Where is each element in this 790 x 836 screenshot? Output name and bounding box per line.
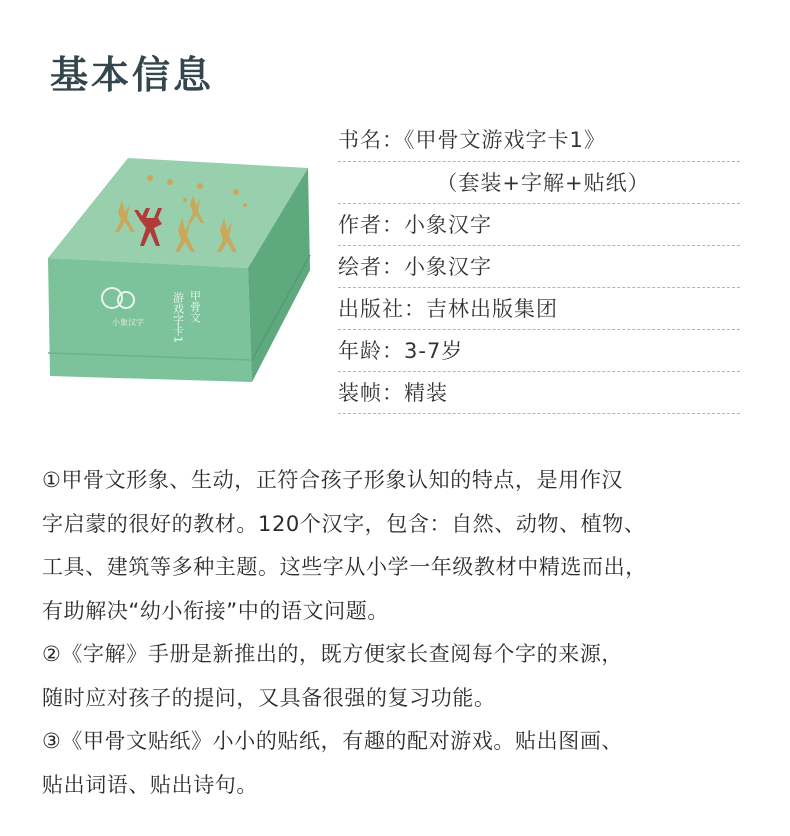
product-box-image	[40, 150, 315, 390]
description-line: 工具、建筑等多种主题。这些字从小学一年级教材中精选而出，	[42, 555, 647, 579]
publisher-value: 吉林出版集团	[426, 297, 558, 321]
title-value: 《甲骨文游戏字卡1》	[404, 128, 606, 152]
description-line: 字启蒙的很好的教材。120个汉字，包含：自然、动物、植物、	[42, 511, 646, 536]
box-title-col1: 游戏字卡1	[171, 292, 185, 343]
info-row-binding	[338, 372, 740, 414]
publisher-label: 出版社：	[338, 297, 426, 321]
description-line: 有助解决“幼小衔接”中的语文问题。	[42, 598, 389, 623]
info-row-title-sub	[338, 162, 740, 204]
binding-label: 装帧：	[338, 381, 404, 405]
info-row-publisher	[338, 288, 740, 330]
author-label: 作者：	[338, 213, 404, 237]
description-line: ①甲骨文形象、生动，正符合孩子形象认知的特点，是用作汉	[42, 468, 624, 492]
section-title: 基本信息	[50, 53, 215, 97]
box-front-face	[48, 258, 252, 382]
product-box-illustration	[40, 150, 315, 390]
title-label: 书名：	[338, 128, 404, 152]
info-row-title	[338, 118, 740, 162]
description-line: ②《字解》手册是新推出的，既方便家长查阅每个字的来源，	[42, 642, 624, 666]
illustrator-value: 小象汉字	[404, 255, 492, 279]
description-line: 随时应对孩子的提问，又具备很强的复习功能。	[42, 685, 496, 710]
binding-value: 精装	[404, 381, 448, 405]
brand-text: 小象汉字	[112, 318, 144, 327]
description-line: 贴出词语、贴出诗句。	[42, 772, 258, 797]
info-table	[338, 118, 740, 414]
description-line: ③《甲骨文贴纸》小小的贴纸，有趣的配对游戏。贴出图画、	[42, 729, 624, 753]
box-title-col2: 甲骨文	[188, 290, 202, 323]
title-sub: （套装+字解+贴纸）	[436, 171, 650, 195]
info-row-illustrator	[338, 246, 740, 288]
info-row-age	[338, 330, 740, 372]
info-row-author	[338, 204, 740, 246]
age-label: 年龄：	[338, 339, 404, 363]
description	[42, 459, 762, 807]
age-value: 3-7岁	[404, 339, 464, 363]
author-value: 小象汉字	[404, 213, 492, 237]
illustrator-label: 绘者：	[338, 255, 404, 279]
